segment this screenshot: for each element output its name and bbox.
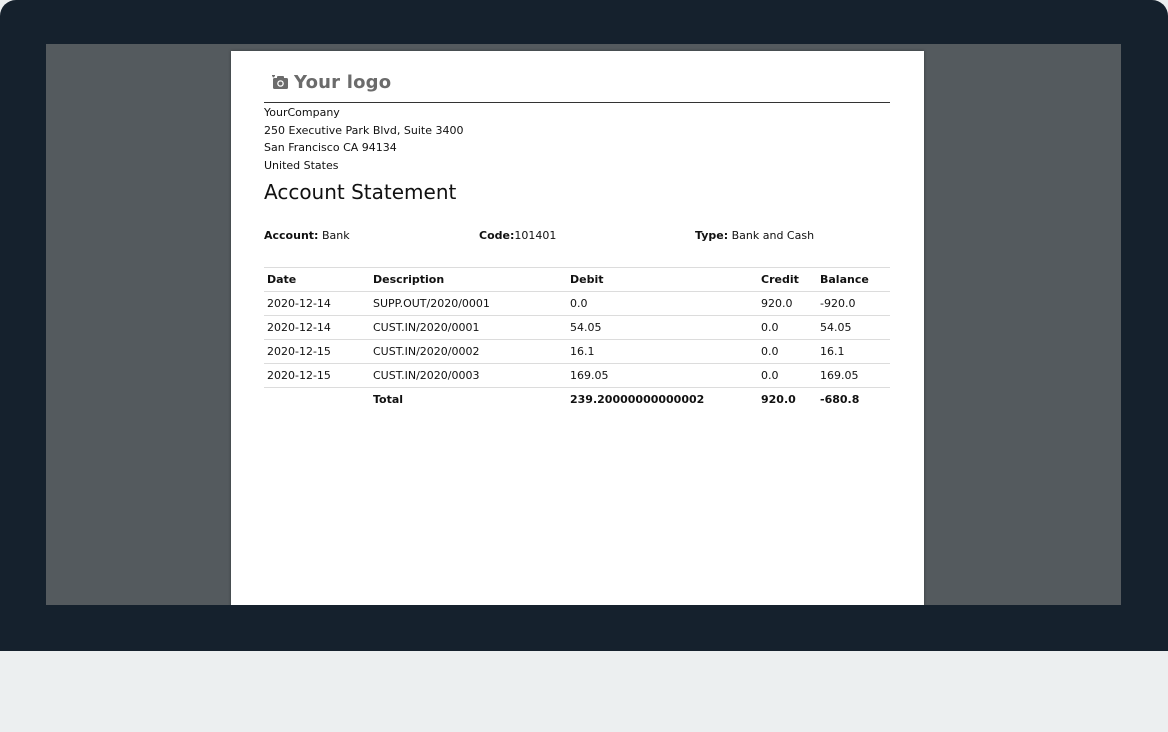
- company-logo: [272, 72, 391, 93]
- cell-credit: 0.0: [758, 364, 817, 388]
- account-field: [264, 229, 350, 242]
- cell-debit: 169.05: [567, 364, 758, 388]
- cell-date: 2020-12-15: [264, 364, 370, 388]
- camera-icon: [272, 75, 289, 90]
- cell-description: CUST.IN/2020/0001: [370, 316, 567, 340]
- header-debit: Debit: [567, 268, 758, 292]
- company-address: [264, 104, 463, 174]
- total-blank-cell: [264, 388, 370, 412]
- table-row: [264, 292, 890, 316]
- header-balance: Balance: [817, 268, 890, 292]
- cell-credit: 0.0: [758, 316, 817, 340]
- table-row: [264, 316, 890, 340]
- cell-debit: 0.0: [567, 292, 758, 316]
- table-row: [264, 364, 890, 388]
- type-field: [695, 229, 814, 242]
- header-description: Description: [370, 268, 567, 292]
- cell-description: SUPP.OUT/2020/0001: [370, 292, 567, 316]
- type-value: Bank and Cash: [731, 229, 815, 242]
- cell-description: CUST.IN/2020/0003: [370, 364, 567, 388]
- header-credit: Credit: [758, 268, 817, 292]
- company-city: San Francisco CA 94134: [264, 141, 397, 154]
- company-name: YourCompany: [264, 106, 340, 119]
- company-country: United States: [264, 158, 339, 172]
- total-label: Total: [370, 388, 567, 412]
- cell-credit: 0.0: [758, 340, 817, 364]
- page-title: Account Statement: [264, 180, 457, 204]
- cell-balance: -920.0: [817, 292, 890, 316]
- code-value: 101401: [514, 229, 557, 242]
- table-header-row: [264, 268, 890, 292]
- code-label: Code:: [479, 229, 515, 242]
- cell-debit: 54.05: [567, 316, 758, 340]
- code-field: [479, 229, 556, 242]
- table-row: [264, 340, 890, 364]
- account-value: Bank: [321, 229, 350, 242]
- cell-debit: 16.1: [567, 340, 758, 364]
- cell-date: 2020-12-14: [264, 316, 370, 340]
- company-street: 250 Executive Park Blvd, Suite 3400: [264, 123, 464, 137]
- statement-table: [264, 267, 890, 411]
- cell-balance: 169.05: [817, 364, 890, 388]
- cell-date: 2020-12-14: [264, 292, 370, 316]
- total-debit: 239.20000000000002: [567, 388, 758, 412]
- cell-date: 2020-12-15: [264, 340, 370, 364]
- type-label: Type:: [695, 229, 729, 242]
- total-balance: -680.8: [817, 388, 890, 412]
- cell-balance: 16.1: [817, 340, 890, 364]
- cell-credit: 920.0: [758, 292, 817, 316]
- header-divider: [264, 102, 890, 103]
- account-label: Account:: [264, 229, 319, 242]
- cell-description: CUST.IN/2020/0002: [370, 340, 567, 364]
- report-viewer: [46, 44, 1121, 605]
- cell-balance: 54.05: [817, 316, 890, 340]
- report-page: [231, 51, 924, 605]
- logo-text: Your logo: [294, 72, 392, 93]
- total-credit: 920.0: [758, 388, 817, 412]
- total-row: [264, 388, 890, 412]
- header-date: Date: [264, 268, 370, 292]
